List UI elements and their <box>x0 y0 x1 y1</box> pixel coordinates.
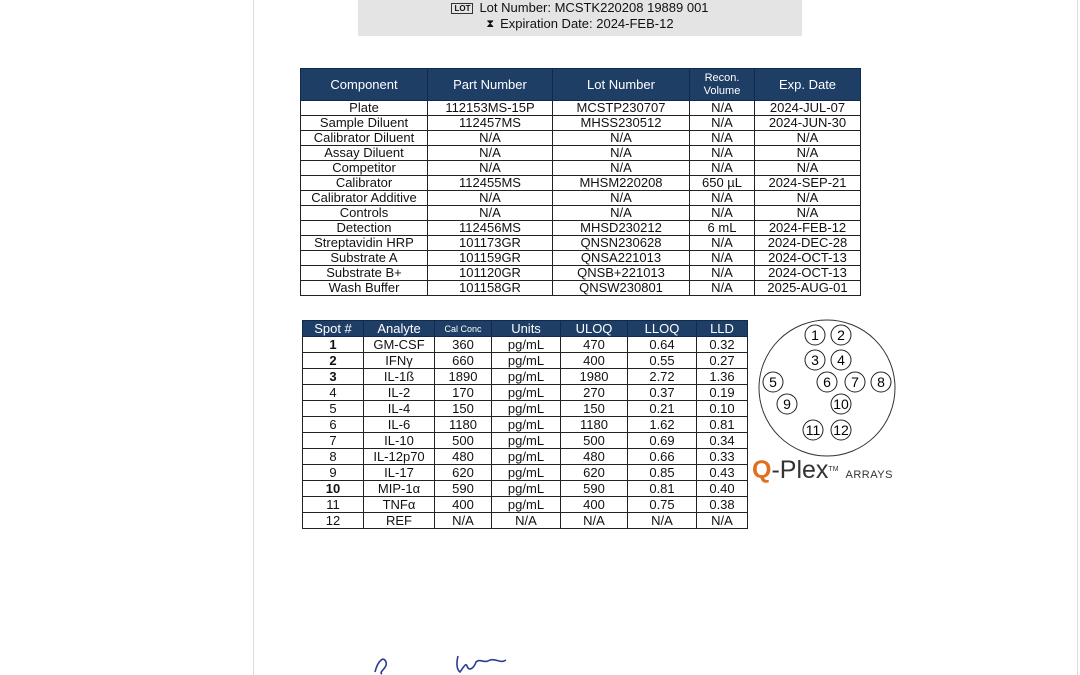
cell-exp-date: 2024-SEP-21 <box>755 176 861 191</box>
q-plex-logo <box>752 455 912 485</box>
spot-label: 10 <box>833 396 849 412</box>
cell-lot-number: QNSA221013 <box>553 251 690 266</box>
cell-recon-volume: N/A <box>690 101 755 116</box>
cell-units: pg/mL <box>492 369 561 385</box>
cell-lloq: 0.75 <box>628 497 697 513</box>
component-row <box>301 251 861 266</box>
component-row <box>301 101 861 116</box>
cell-cal-conc: 620 <box>435 465 492 481</box>
lot-icon: LOT <box>451 3 473 14</box>
cell-analyte: IL-10 <box>364 433 435 449</box>
cell-lloq: 0.85 <box>628 465 697 481</box>
cell-uloq: 500 <box>561 433 628 449</box>
cell-lot-number: MHSM220208 <box>553 176 690 191</box>
cell-lld: N/A <box>697 513 748 529</box>
cell-lot-number: N/A <box>553 206 690 221</box>
cell-lld: 0.43 <box>697 465 748 481</box>
cell-exp-date: 2025-AUG-01 <box>755 281 861 296</box>
cell-uloq: 590 <box>561 481 628 497</box>
cell-exp-date: 2024-JUN-30 <box>755 116 861 131</box>
cell-analyte: IL-12p70 <box>364 449 435 465</box>
cell-analyte: REF <box>364 513 435 529</box>
cell-lot-number: N/A <box>553 191 690 206</box>
analyte-row <box>303 513 748 529</box>
cell-recon-volume: N/A <box>690 161 755 176</box>
cell-exp-date: N/A <box>755 206 861 221</box>
analyte-row <box>303 353 748 369</box>
cell-cal-conc: N/A <box>435 513 492 529</box>
cell-uloq: 1180 <box>561 417 628 433</box>
col-header-lot-number: Lot Number <box>553 69 690 101</box>
cell-lloq: 0.21 <box>628 401 697 417</box>
cell-lld: 0.19 <box>697 385 748 401</box>
cell-spot: 6 <box>303 417 364 433</box>
col-header-uloq: ULOQ <box>561 321 628 337</box>
analyte-body <box>303 337 748 529</box>
spot-layout-diagram <box>757 318 897 458</box>
spots-group <box>763 325 891 440</box>
component-row <box>301 116 861 131</box>
logo-tm: TM <box>828 466 839 473</box>
cell-units: N/A <box>492 513 561 529</box>
col-header-component: Component <box>301 69 428 101</box>
cell-cal-conc: 660 <box>435 353 492 369</box>
spot-label: 6 <box>823 374 831 390</box>
logo-plex: -Plex <box>771 456 829 484</box>
cell-units: pg/mL <box>492 353 561 369</box>
cell-part-number: 112455MS <box>428 176 553 191</box>
analyte-row <box>303 417 748 433</box>
cell-lloq: 1.62 <box>628 417 697 433</box>
cell-units: pg/mL <box>492 465 561 481</box>
cell-lot-number: MHSD230212 <box>553 221 690 236</box>
cell-spot: 12 <box>303 513 364 529</box>
cell-exp-date: 2024-JUL-07 <box>755 101 861 116</box>
cell-component: Calibrator Additive <box>301 191 428 206</box>
cell-exp-date: N/A <box>755 191 861 206</box>
analyte-row <box>303 401 748 417</box>
col-header-lloq: LLOQ <box>628 321 697 337</box>
cell-component: Competitor <box>301 161 428 176</box>
cell-recon-volume: N/A <box>690 191 755 206</box>
cell-part-number: N/A <box>428 206 553 221</box>
cell-lot-number: MHSS230512 <box>553 116 690 131</box>
cell-units: pg/mL <box>492 497 561 513</box>
cell-uloq: 480 <box>561 449 628 465</box>
cell-uloq: N/A <box>561 513 628 529</box>
component-row <box>301 266 861 281</box>
cell-part-number: N/A <box>428 146 553 161</box>
cell-units: pg/mL <box>492 433 561 449</box>
analyte-header-row <box>303 321 748 337</box>
cell-analyte: IL-1ß <box>364 369 435 385</box>
component-row <box>301 161 861 176</box>
expiration-date-text: Expiration Date: 2024-FEB-12 <box>500 16 674 31</box>
cell-spot: 11 <box>303 497 364 513</box>
cell-lld: 0.10 <box>697 401 748 417</box>
cell-exp-date: N/A <box>755 161 861 176</box>
cell-uloq: 620 <box>561 465 628 481</box>
component-row <box>301 221 861 236</box>
cell-analyte: IL-4 <box>364 401 435 417</box>
cell-lld: 0.38 <box>697 497 748 513</box>
component-row <box>301 146 861 161</box>
cell-lloq: 0.37 <box>628 385 697 401</box>
cell-spot: 4 <box>303 385 364 401</box>
lot-number-text: Lot Number: MCSTK220208 19889 001 <box>479 0 709 15</box>
cell-lot-number: QNSN230628 <box>553 236 690 251</box>
cell-exp-date: 2024-OCT-13 <box>755 266 861 281</box>
cell-recon-volume: N/A <box>690 281 755 296</box>
cell-part-number: N/A <box>428 191 553 206</box>
cell-component: Calibrator Diluent <box>301 131 428 146</box>
cell-lloq: 0.66 <box>628 449 697 465</box>
cell-uloq: 400 <box>561 497 628 513</box>
hourglass-icon: ⧗ <box>486 18 495 30</box>
cell-component: Streptavidin HRP <box>301 236 428 251</box>
cell-units: pg/mL <box>492 481 561 497</box>
cell-recon-volume: 650 µL <box>690 176 755 191</box>
cell-lloq: 0.55 <box>628 353 697 369</box>
cell-recon-volume: N/A <box>690 206 755 221</box>
cell-part-number: 101159GR <box>428 251 553 266</box>
spot-label: 7 <box>851 374 859 390</box>
col-header-lld: LLD <box>697 321 748 337</box>
cell-uloq: 470 <box>561 337 628 353</box>
cell-lot-number: QNSB+221013 <box>553 266 690 281</box>
spot-label: 9 <box>783 396 791 412</box>
page-right-edge <box>1077 0 1078 675</box>
col-header-part-number: Part Number <box>428 69 553 101</box>
cell-cal-conc: 400 <box>435 497 492 513</box>
cell-units: pg/mL <box>492 417 561 433</box>
expiration-row <box>358 16 802 32</box>
cell-uloq: 1980 <box>561 369 628 385</box>
analyte-row <box>303 337 748 353</box>
cell-spot: 5 <box>303 401 364 417</box>
spot-label: 2 <box>837 327 845 343</box>
cell-exp-date: 2024-OCT-13 <box>755 251 861 266</box>
cell-uloq: 270 <box>561 385 628 401</box>
cell-recon-volume: N/A <box>690 131 755 146</box>
cell-spot: 8 <box>303 449 364 465</box>
spot-label: 8 <box>877 374 885 390</box>
cell-lloq: N/A <box>628 513 697 529</box>
col-header-units: Units <box>492 321 561 337</box>
cell-part-number: 112457MS <box>428 116 553 131</box>
cell-part-number: 112153MS-15P <box>428 101 553 116</box>
cell-spot: 10 <box>303 481 364 497</box>
cell-part-number: 112456MS <box>428 221 553 236</box>
spot-label: 5 <box>769 374 777 390</box>
spot-label: 12 <box>833 422 849 438</box>
cell-part-number: 101158GR <box>428 281 553 296</box>
analyte-row <box>303 369 748 385</box>
cell-recon-volume: N/A <box>690 146 755 161</box>
cell-component: Detection <box>301 221 428 236</box>
analyte-row <box>303 433 748 449</box>
cell-analyte: IL-6 <box>364 417 435 433</box>
spot-label: 4 <box>837 352 845 368</box>
cell-analyte: IFNγ <box>364 353 435 369</box>
cell-part-number: 101120GR <box>428 266 553 281</box>
cell-spot: 1 <box>303 337 364 353</box>
logo-arrays: ARRAYS <box>845 469 893 481</box>
cell-recon-volume: N/A <box>690 266 755 281</box>
cell-lloq: 0.69 <box>628 433 697 449</box>
cell-units: pg/mL <box>492 385 561 401</box>
cell-lloq: 0.64 <box>628 337 697 353</box>
cell-component: Wash Buffer <box>301 281 428 296</box>
cell-analyte: TNFα <box>364 497 435 513</box>
cell-exp-date: N/A <box>755 131 861 146</box>
cell-cal-conc: 360 <box>435 337 492 353</box>
cell-lld: 1.36 <box>697 369 748 385</box>
cell-spot: 2 <box>303 353 364 369</box>
cell-recon-volume: N/A <box>690 116 755 131</box>
components-header-row <box>301 69 861 101</box>
cell-lloq: 2.72 <box>628 369 697 385</box>
analyte-table <box>302 320 748 529</box>
cell-spot: 3 <box>303 369 364 385</box>
cell-recon-volume: 6 mL <box>690 221 755 236</box>
cell-cal-conc: 1180 <box>435 417 492 433</box>
component-row <box>301 206 861 221</box>
component-row <box>301 236 861 251</box>
cell-lld: 0.34 <box>697 433 748 449</box>
cell-analyte: IL-2 <box>364 385 435 401</box>
cell-analyte: GM-CSF <box>364 337 435 353</box>
cell-lld: 0.81 <box>697 417 748 433</box>
cell-lld: 0.32 <box>697 337 748 353</box>
analyte-row <box>303 385 748 401</box>
spot-label: 3 <box>811 352 819 368</box>
cell-lloq: 0.81 <box>628 481 697 497</box>
components-body <box>301 101 861 296</box>
cell-lld: 0.27 <box>697 353 748 369</box>
cell-exp-date: 2024-DEC-28 <box>755 236 861 251</box>
cell-analyte: MIP-1α <box>364 481 435 497</box>
cell-lot-number: QNSW230801 <box>553 281 690 296</box>
cell-part-number: N/A <box>428 131 553 146</box>
cell-exp-date: 2024-FEB-12 <box>755 221 861 236</box>
cell-component: Substrate B+ <box>301 266 428 281</box>
cell-component: Plate <box>301 101 428 116</box>
kit-header <box>358 0 802 36</box>
cell-lot-number: MCSTP230707 <box>553 101 690 116</box>
cell-recon-volume: N/A <box>690 236 755 251</box>
col-header-spot: Spot # <box>303 321 364 337</box>
cell-cal-conc: 150 <box>435 401 492 417</box>
cell-exp-date: N/A <box>755 146 861 161</box>
cell-cal-conc: 1890 <box>435 369 492 385</box>
col-header-analyte: Analyte <box>364 321 435 337</box>
cell-units: pg/mL <box>492 337 561 353</box>
cell-component: Assay Diluent <box>301 146 428 161</box>
cell-component: Calibrator <box>301 176 428 191</box>
analyte-row <box>303 449 748 465</box>
cell-units: pg/mL <box>492 401 561 417</box>
component-row <box>301 191 861 206</box>
cell-cal-conc: 170 <box>435 385 492 401</box>
cell-uloq: 150 <box>561 401 628 417</box>
logo-q: Q <box>752 456 772 484</box>
analyte-row <box>303 481 748 497</box>
cell-units: pg/mL <box>492 449 561 465</box>
handwritten-signature-icon <box>370 650 530 675</box>
cell-component: Controls <box>301 206 428 221</box>
cell-component: Substrate A <box>301 251 428 266</box>
lot-row <box>358 0 802 16</box>
col-header-exp-date: Exp. Date <box>755 69 861 101</box>
spot-label: 11 <box>805 422 821 438</box>
page-left-edge <box>253 0 254 675</box>
analyte-row <box>303 465 748 481</box>
cell-lot-number: N/A <box>553 161 690 176</box>
cell-spot: 9 <box>303 465 364 481</box>
cell-lld: 0.33 <box>697 449 748 465</box>
cell-spot: 7 <box>303 433 364 449</box>
cell-analyte: IL-17 <box>364 465 435 481</box>
col-header-recon-volume: Recon. Volume <box>690 69 755 101</box>
cell-recon-volume: N/A <box>690 251 755 266</box>
col-header-cal-conc: Cal Conc <box>435 321 492 337</box>
analyte-row <box>303 497 748 513</box>
cell-part-number: 101173GR <box>428 236 553 251</box>
components-table <box>300 68 861 296</box>
cell-component: Sample Diluent <box>301 116 428 131</box>
cell-cal-conc: 590 <box>435 481 492 497</box>
cell-lot-number: N/A <box>553 131 690 146</box>
cell-uloq: 400 <box>561 353 628 369</box>
cell-lot-number: N/A <box>553 146 690 161</box>
cell-cal-conc: 500 <box>435 433 492 449</box>
cell-cal-conc: 480 <box>435 449 492 465</box>
cell-part-number: N/A <box>428 161 553 176</box>
component-row <box>301 131 861 146</box>
spot-label: 1 <box>811 327 819 343</box>
cell-lld: 0.40 <box>697 481 748 497</box>
component-row <box>301 281 861 296</box>
component-row <box>301 176 861 191</box>
